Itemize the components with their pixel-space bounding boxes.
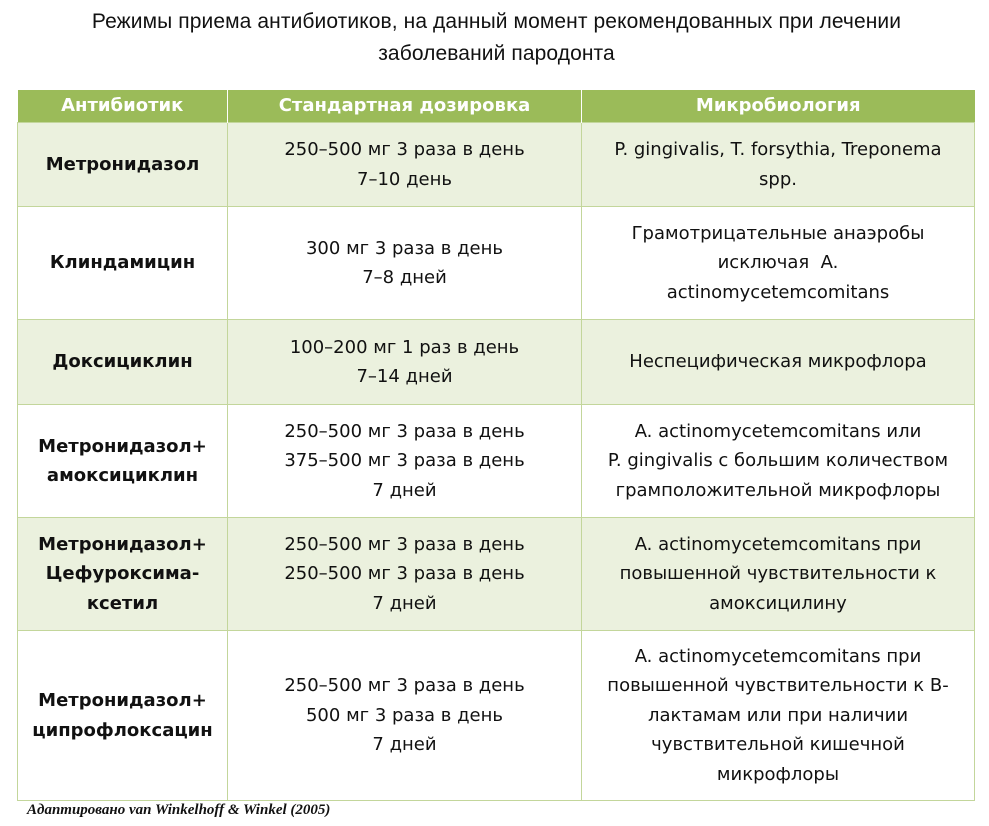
- source-citation: Адаптировано van Winkelhoff & Winkel (2005): [27, 802, 331, 818]
- microbiology-line: A. actinomycetemcomitans при: [634, 645, 922, 667]
- dosage-cell: [228, 320, 582, 405]
- table-row: [18, 207, 975, 320]
- dosage-line: 500 мг 3 раза в день: [305, 704, 503, 726]
- microbiology-line: A. actinomycetemcomitans или: [634, 420, 922, 442]
- microbiology-line: микрофлоры: [716, 763, 840, 785]
- antibiotic-line: Метронидазол+: [38, 435, 207, 457]
- antibiotic-line: Метронидазол+: [38, 690, 207, 711]
- antibiotic-line: Доксициклин: [52, 351, 193, 373]
- antibiotic-cell: [18, 207, 228, 320]
- dosage-cell: [228, 123, 582, 207]
- antibiotic-line: амоксициклин: [46, 465, 199, 486]
- antibiotic-line: Клиндамицин: [49, 252, 196, 274]
- microbiology-line: повышенной чувствительности к B-: [607, 675, 949, 697]
- microbiology-line: Грамотрицательные анаэробы: [631, 222, 925, 244]
- microbiology-line: P. gingivalis с большим количеством: [607, 450, 949, 472]
- microbiology-cell: [582, 631, 975, 801]
- microbiology-cell: [582, 123, 975, 207]
- antibiotic-line: ксетил: [86, 592, 159, 614]
- dosage-line: 7 дней: [372, 734, 437, 756]
- dosage-line: 250–500 мг 3 раза в день: [284, 139, 525, 160]
- microbiology-line: P. gingivalis, T. forsythia, Treponema: [614, 139, 942, 160]
- microbiology-line: Неспецифическая микрофлора: [629, 351, 927, 373]
- antibiotic-table: [17, 90, 975, 801]
- dosage-line: 7–8 дней: [362, 267, 447, 288]
- dosage-line: 100–200 мг 1 раз в день: [289, 336, 520, 358]
- dosage-cell: [228, 631, 582, 801]
- microbiology-line: лактамам или при наличии: [647, 704, 909, 726]
- microbiology-cell: [582, 320, 975, 405]
- microbiology-line: амоксицилину: [709, 592, 847, 614]
- microbiology-line: повышенной чувствительности к: [619, 563, 937, 585]
- microbiology-line: грамположительной микрофлоры: [615, 479, 941, 501]
- antibiotic-line: Метронидазол: [45, 153, 200, 175]
- title-line-1: Режимы приема антибиотиков, на данный момент рекомендованных при лечении: [91, 10, 902, 33]
- dosage-line: 7 дней: [372, 592, 437, 614]
- table-row: [18, 123, 975, 207]
- microbiology-cell: [582, 207, 975, 320]
- table-row: [18, 631, 975, 801]
- table-row: [18, 320, 975, 405]
- dosage-line: 7–10 день: [357, 168, 452, 190]
- table-row: [18, 405, 975, 518]
- microbiology-line: чувствительной кишечной: [651, 734, 905, 756]
- microbiology-line: actinomycetemcomitans: [666, 281, 890, 303]
- dosage-cell: [228, 518, 582, 631]
- table-row: [18, 518, 975, 631]
- antibiotic-line: Цефуроксима-: [45, 563, 200, 585]
- antibiotic-line: ципрофлоксацин: [32, 719, 213, 741]
- antibiotic-cell: [18, 518, 228, 631]
- dosage-line: 7 дней: [372, 479, 437, 501]
- title-line-2: заболеваний пародонта: [378, 42, 615, 65]
- dosage-line: 250–500 мг 3 раза в день: [284, 675, 525, 697]
- dosage-line: 250–500 мг 3 раза в день: [284, 563, 525, 585]
- dosage-line: 375–500 мг 3 раза в день: [284, 450, 525, 472]
- antibiotic-cell: [18, 405, 228, 518]
- dosage-line: 250–500 мг 3 раза в день: [284, 420, 525, 442]
- antibiotic-line: Метронидазол+: [38, 533, 207, 555]
- dosage-line: 250–500 мг 3 раза в день: [284, 533, 525, 555]
- page-title: [20, 6, 973, 70]
- dosage-line: 300 мг 3 раза в день: [305, 237, 503, 259]
- microbiology-line: A. actinomycetemcomitans при: [634, 533, 922, 555]
- antibiotic-cell: [18, 631, 228, 801]
- dosage-cell: [228, 207, 582, 320]
- dosage-cell: [228, 405, 582, 518]
- table-header-row: [18, 90, 975, 123]
- antibiotic-cell: [18, 320, 228, 405]
- antibiotic-cell: [18, 123, 228, 207]
- header-microbiology: Микробиология: [582, 90, 975, 123]
- header-antibiotic: Антибиотик: [18, 90, 228, 123]
- microbiology-cell: [582, 518, 975, 631]
- microbiology-cell: [582, 405, 975, 518]
- header-dosage: Стандартная дозировка: [228, 90, 582, 123]
- dosage-line: 7–14 дней: [356, 366, 453, 387]
- microbiology-line: исключая A.: [717, 252, 839, 274]
- microbiology-line: spp.: [759, 168, 797, 190]
